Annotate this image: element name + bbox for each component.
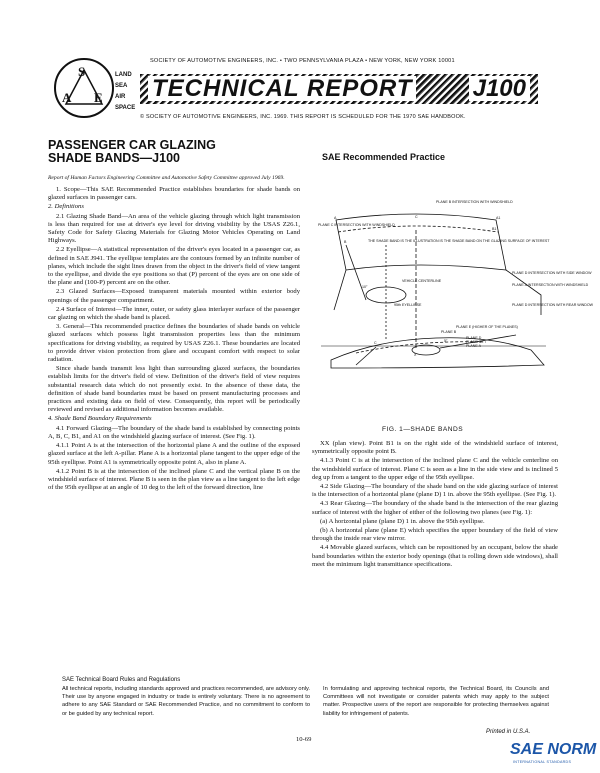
banner-title: TECHNICAL REPORT (148, 76, 416, 101)
label-plane-b: PLANE B (441, 330, 457, 334)
shade-bands-figure (316, 190, 594, 400)
left_column-paragraph: 2.1 Glazing Shade Band—An area of the vehicle glazing through which light transmission is less than required for use at driver's eye level for driving visibility by the USAS Z26.1, Safety Code for Safety Glazing Materials for Glazing Motor Vehicles Operating on Land Highways. (48, 212, 300, 245)
label-pt-a1: A1 (496, 216, 501, 220)
printed-in-usa: Printed in U.S.A. (486, 729, 531, 735)
sae-norm-logo (510, 741, 596, 759)
label-pt-c: C (415, 215, 418, 219)
copyright-line: © SOCIETY OF AUTOMOTIVE ENGINEERS, INC. 1969. THIS REPORT IS SCHEDULED FOR THE 1970 SAE HANDBOOK. (140, 114, 466, 120)
sae-norm-subtitle: INTERNATIONAL STANDARDS (513, 760, 572, 764)
label-pt-a: A (334, 216, 337, 220)
label-plane-a-flat: PLANE A (466, 344, 481, 348)
document-title (48, 139, 216, 165)
label-centerline: VEHICLE CENTERLINE (402, 279, 442, 283)
left_column-paragraph: 2.4 Surface of Interest—The inner, outer, or safety glass interlayer surface of the passenger car glazing on which the shade band is placed. (48, 305, 300, 322)
society-address-line: SOCIETY OF AUTOMOTIVE ENGINEERS, INC. • TWO PENNSYLVANIA PLAZA • NEW YORK, NEW YORK 10001 (150, 58, 455, 64)
footer-right-text: In formulating and approving technical reports, the Technical Board, its Councils and Committees will not investigate or consider patents which may apply to the subject matter. Prospective users of the report are responsible for protecting themselves against liability for infringement of patents. (323, 686, 549, 717)
left_column-paragraph: 4.1 Forward Glazing—The boundary of the shade band is established by connecting points A, B, C, B1, and A1 on the windshield glazing surface of interest. (See Fig. 1). (48, 424, 300, 440)
label-eyellipse: 95th EYELLIPSE (394, 303, 422, 307)
sae-logo (54, 58, 114, 118)
technical-report-banner (140, 74, 538, 104)
label-pt-b: B (344, 240, 347, 244)
label-plane-e: PLANE E (HIGHER OF THE PLANES) (456, 325, 518, 329)
left_column-paragraph: 2. Definitions (48, 203, 84, 211)
left_column-paragraph: 1. Scope—This SAE Recommended Practice establishes boundaries for shade bands on glazed surfaces in passenger cars. (48, 186, 300, 202)
label-plane-b-int: PLANE B INTERSECTION WITH WINDSHIELD (436, 200, 513, 204)
label-plane-a: PLANE A INTERSECTION WITH WINDSHIELD (512, 283, 589, 287)
label-plane-d: PLANE D INTERSECTION WITH SIDE WINDOW (512, 271, 592, 275)
label-5deg: 5° (444, 339, 448, 343)
badge-land: LAND (115, 72, 132, 78)
label-pt-c-side: C (374, 341, 377, 345)
right_column-paragraph: 4.4 Movable glazed surfaces, which can be repositioned by an occupant, below the shade band boundaries within the exterior body openings (that is rolling down side windows), shall meet the minimum light transmittance specifications. (312, 544, 558, 568)
left-text-column (48, 186, 300, 670)
right_column-paragraph: 4.1.3 Point C is at the intersection of the inclined plane C and the vehicle centerline on the windshield surface of interest. Plane C is seen as a line in the side view and is inclined 5 deg up from a tangent to the upper edge of the 95th eyellipse. (312, 457, 558, 481)
badge-space: SPACE (115, 105, 136, 111)
label-plane-c: PLANE C INTERSECTION WITH WINDSHIELD (318, 223, 395, 227)
left_column-paragraph: 4. Shade Band Boundary Requirements (48, 415, 152, 423)
footer-heading: SAE Technical Board Rules and Regulations (62, 677, 181, 683)
title-line-1: PASSENGER CAR GLAZING (48, 138, 216, 152)
right_column-paragraph: 4.2 Side Glazing—The boundary of the shade band on the side glazing surface of interest is the intersection of a horizontal plane (plane D) 1 in. above the 95th eyellipse. (See Fig. 1). (312, 483, 558, 499)
footer-left-text: All technical reports, including standards approved and practices recommended, are advisory only. Their use by anyone engaged in industry or trade is entirely voluntary. There is no agreement to adhere to any SAE Standard or SAE Recommended Practice, and no commitment to conform to or be guided by any technical report. (62, 686, 310, 717)
right_column-paragraph: XX (plan view). Point B1 is on the right side of the windshield surface of interest, symmetrically opposite point B. (312, 440, 558, 456)
plane-b-line (346, 245, 366, 300)
report-approval-line: Report of Human Factors Engineering Committee and Automotive Safety Committee approved July 1969. (48, 175, 285, 181)
badge-sea: SEA (115, 83, 128, 89)
logo-triangle-icon (56, 60, 112, 116)
badge-air: AIR (115, 94, 126, 100)
land-sea-air-space (115, 70, 135, 114)
label-axis-x: X (414, 353, 417, 357)
left_column-paragraph: 2.3 Glazed Surfaces—Exposed transparent materials mounted within exterior body openings of the passenger compartment. (48, 288, 300, 304)
left_column-paragraph: 3. General—This recommended practice defines the boundaries of shade bands on vehicle glazed surfaces which possess light transmission properties less than the minimum specifications for driving visibility, as required by USAS Z26.1. These boundaries are located to provide driver vision protection from glare and occupant comfort with respect to solar radiation. (48, 323, 300, 364)
logo-letter-e: E (94, 90, 103, 105)
label-pt-b1: B1 (492, 227, 497, 231)
label-10deg: 10° (362, 285, 368, 289)
page-number: 10-69 (296, 736, 312, 743)
left_column-paragraph: 2.2 Eyellipse—A statistical representation of the driver's eyes located in a passenger car, as defined in SAE J941. The eyellipse templates are the contours formed by an infinite number of planes, which include the sight lines drawn from the object in the driver's field of view tangent to the eyellipse, and divide the eye positions so that (P) percent of the eyes are on one side of the plane and (100-P) percent are on the other. (48, 246, 300, 287)
practice-label: SAE Recommended Practice (322, 152, 446, 162)
logo-letter-a: A (62, 90, 72, 105)
sae-norm-text: SAE NORM (510, 741, 597, 758)
right_column-paragraph: (a) A horizontal plane (plane D) 1 in. above the 95th eyellipse. (320, 517, 485, 525)
right-text-column (312, 440, 558, 586)
left_column-paragraph: 4.1.2 Point B is at the intersection of the inclined plane C and the vertical plane B on the windshield surface of interest. Plane B is seen in the plan view as a line tangent to the left edge of the 95th eyellipse at an angle of 10 deg to the left of the forward direction, line (48, 467, 300, 492)
right_column-paragraph: 4.3 Rear Glazing—The boundary of the shade band is the intersection of the rear glazing surface of interest with the higher of either of the following two planes (see Fig. 1): (312, 500, 558, 516)
right_column-paragraph: (b) A horizontal plane (plane E) which specifies the upper boundary of the field of view through the inside rear view mirror. (312, 527, 558, 543)
title-line-2: SHADE BANDS—J100 (48, 151, 180, 165)
label-plane-c-flat: PLANE C (466, 340, 482, 344)
banner-code: J100 (469, 76, 530, 101)
left_column-paragraph: Since shade bands transmit less light than surrounding glazed surfaces, the boundaries establish limits for the driver's field of view. Definition of the driver's field of view requires substantial research data which do not presently exist. In the absence of these data, the definition of shade band boundaries must be based on present manufacturing processes and practices and existing data on field of view. Consequently, this report will be periodically reviewed and revised as additional information becomes available. (48, 365, 300, 414)
figure-caption: FIG. 1—SHADE BANDS (382, 426, 464, 433)
label-shade-note: THE SHADE BAND IS THE ILLUSTRATION IS THE SHADE BAND ON THE GLAZING SURFACE OF INTEREST (368, 239, 550, 243)
left_column-paragraph: 4.1.1 Point A is at the intersection of the horizontal plane A and the outline of the exposed glazed surface at the left A-pillar. Plane A is a horizontal plane tangent to the upper edge of the 95th eyellipse. Point A1 is symmetrically opposite point A, also in plane A. (48, 442, 300, 466)
label-plane-d-rear: PLANE D INTERSECTION WITH REAR WINDOW (512, 303, 594, 307)
label-plane-d-flat: PLANE D (466, 336, 482, 340)
logo-letter-s: S (78, 64, 86, 79)
